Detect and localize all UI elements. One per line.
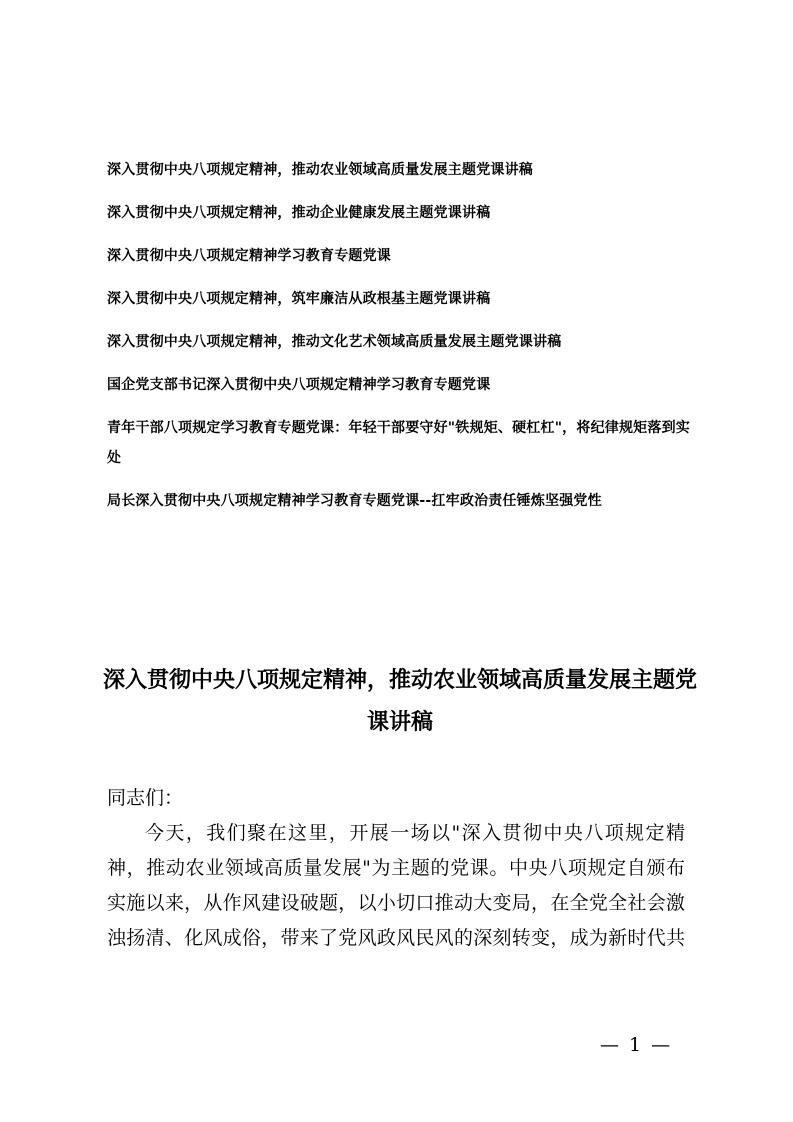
- toc-item: 国企党支部书记深入贯彻中央八项规定精神学习教育专题党课: [107, 377, 491, 393]
- toc-item: 深入贯彻中央八项规定精神学习教育专题党课: [107, 248, 391, 264]
- salutation: 同志们：: [107, 787, 184, 809]
- toc-item: 深入贯彻中央八项规定精神，推动农业领域高质量发展主题党课讲稿: [107, 162, 533, 178]
- toc-item: 青年干部八项规定学习教育专题党课：年轻干部要守好"铁规矩、硬杠杠"，将纪律规矩落到实处: [107, 420, 690, 466]
- toc-item: 深入贯彻中央八项规定精神，推动企业健康发展主题党课讲稿: [107, 205, 491, 221]
- document-title: 深入贯彻中央八项规定精神，推动农业领域高质量发展主题党课讲稿: [102, 668, 697, 735]
- table-of-contents: [107, 155, 697, 529]
- toc-item: 深入贯彻中央八项规定精神，筑牢廉洁从政根基主题党课讲稿: [107, 291, 491, 307]
- toc-item: 局长深入贯彻中央八项规定精神学习教育专题党课--扛牢政治责任锤炼坚强党性: [107, 493, 602, 509]
- page-number: — 1 —: [600, 1034, 673, 1056]
- body-paragraph: 今天，我们聚在这里，开展一场以"深入贯彻中央八项规定精神，推动农业领域高质量发展"为主题的党课。中央八项规定自颁布实施以来，从作风建设破题，以小切口推动大变局，在全党全社会激浊扬清、化风成俗，带来了党风政风民风的深刻转变，成为新时代共: [107, 822, 685, 949]
- toc-item: 深入贯彻中央八项规定精神，推动文化艺术领域高质量发展主题党课讲稿: [107, 334, 562, 350]
